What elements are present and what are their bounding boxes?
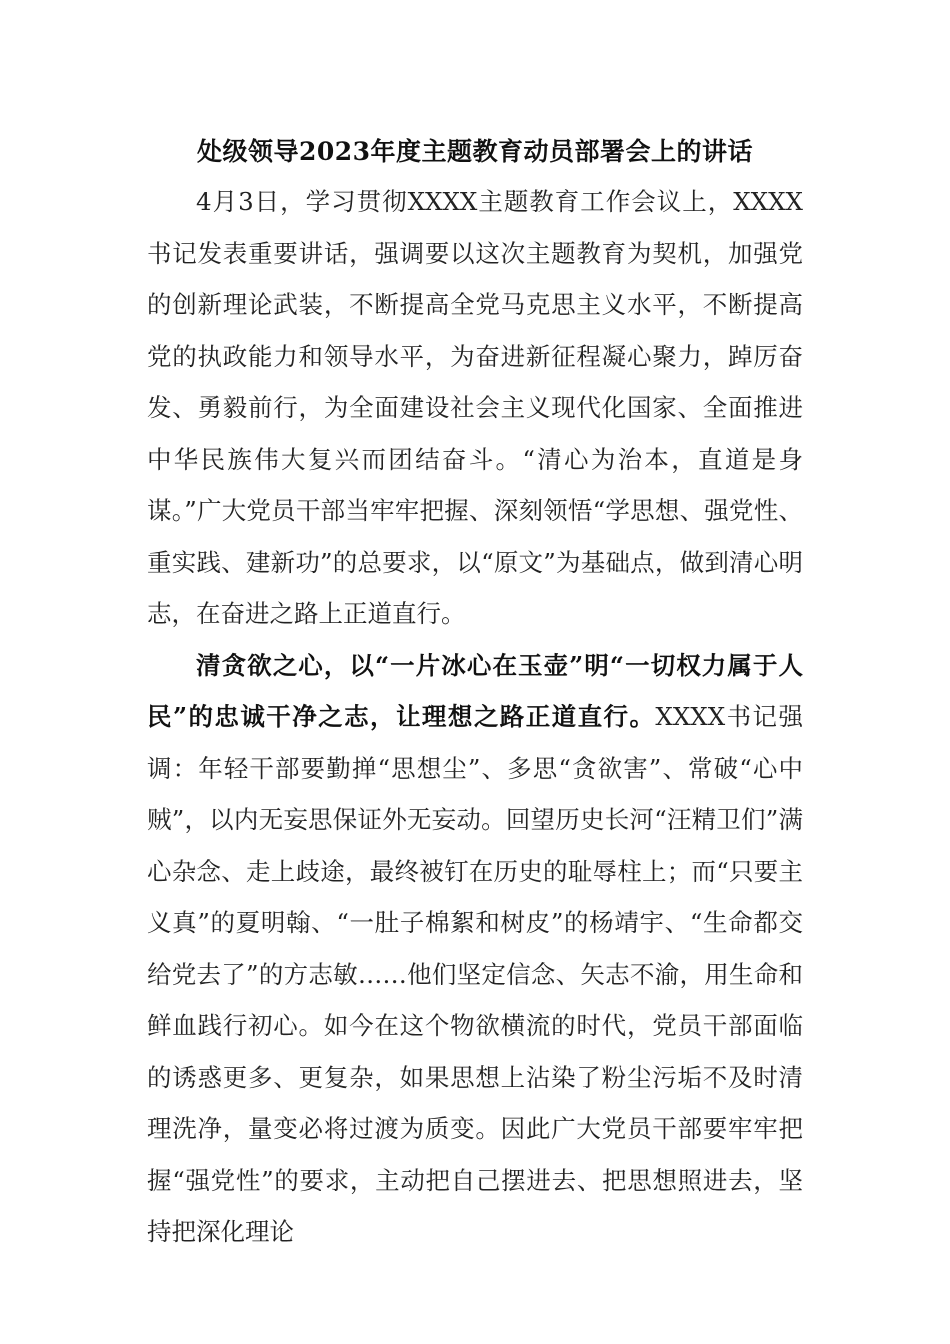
paragraph-section-1-text: XXXX书记强调：年轻干部要勤掸“思想尘”、多思“贪欲害”、常破“心中贼”，以内无妄思保证外无妄动。回望历史长河“汪精卫们”满心杂念、走上歧途，最终被钉在历史的耻辱柱上；而“只要主义真”的夏明翰、“一肚子棉絮和树皮”的杨靖宇、“生命都交给党去了”的方志敏……他们坚定信念、矢志不渝，用生命和鲜血践行初心。如今在这个物欲横流的时代，党员干部面临的诱惑更多、更复杂，如果思想上沾染了粉尘污垢不及时清理洗净，量变必将过渡为质变。因此广大党员干部要牢牢把握“强党性”的要求，主动把自己摆进去、把思想照进去，坚持把深化理论 bbox=[147, 702, 803, 1246]
paragraph-intro-text: 4月3日，学习贯彻XXXX主题教育工作会议上，XXXX书记发表重要讲话，强调要以这次主题教育为契机，加强党的创新理论武装，不断提高全党马克思主义水平，不断提高党的执政能力和领导水平，为奋进新征程凝心聚力，踔厉奋发、勇毅前行，为全面建设社会主义现代化国家、全面推进中华民族伟大复兴而团结奋斗。“清心为治本，直道是身谋。”广大党员干部当牢牢把握、深刻领悟“学思想、强党性、重实践、建新功”的总要求，以“原文”为基础点，做到清心明志，在奋进之路上正道直行。 bbox=[147, 187, 803, 628]
paragraph-section-1 bbox=[147, 640, 803, 1258]
paragraph-section-1-lead: 清贪欲之心，以“一片冰心在玉壶”明“一切权力属于人民”的忠诚干净之志，让理想之路正道直行。 bbox=[147, 650, 803, 731]
paragraph-intro bbox=[147, 176, 803, 640]
document-body bbox=[147, 176, 803, 1258]
document-title: 处级领导2023年度主题教育动员部署会上的讲话 bbox=[196, 137, 754, 166]
